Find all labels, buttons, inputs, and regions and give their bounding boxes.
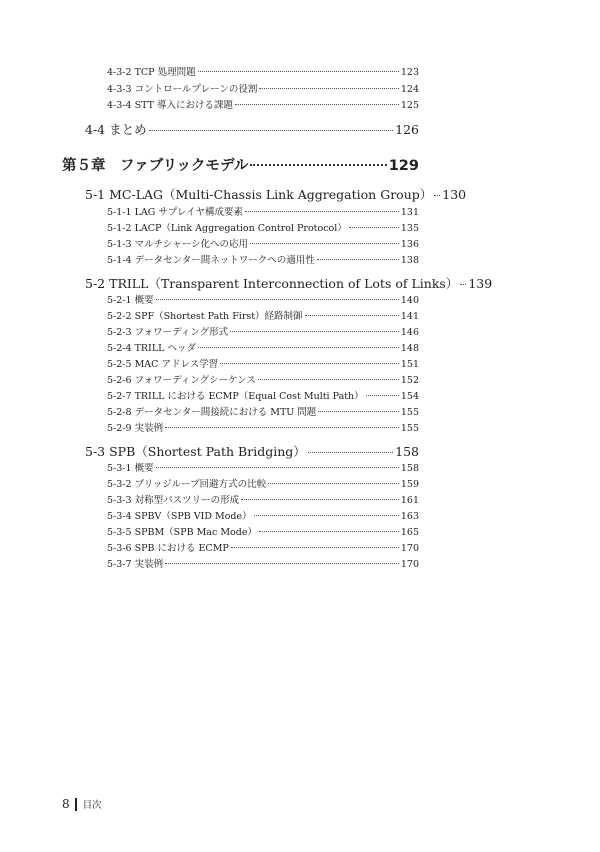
toc-section[interactable] bbox=[85, 442, 419, 460]
toc-entry-label: 5-3-7 実装例 bbox=[107, 559, 164, 570]
toc-entry-label: 5-2-6 フォワーディングシーケンス bbox=[107, 375, 256, 386]
dot-leader bbox=[220, 363, 399, 364]
toc-entry-label: 5-2-5 MAC アドレス学習 bbox=[107, 359, 219, 370]
toc-entry-page: 163 bbox=[400, 511, 419, 522]
dot-leader bbox=[245, 211, 399, 212]
dot-leader bbox=[149, 130, 394, 131]
toc-section-page: 158 bbox=[395, 444, 419, 459]
toc-entry-page: 155 bbox=[400, 423, 419, 434]
toc-chapter[interactable] bbox=[62, 154, 419, 175]
toc-entry[interactable] bbox=[107, 220, 419, 234]
toc-section-page: 130 bbox=[442, 187, 467, 202]
toc-entry[interactable] bbox=[107, 476, 419, 490]
toc-entry-page: 140 bbox=[400, 295, 419, 306]
dot-leader bbox=[156, 299, 399, 300]
toc-entry-page: 131 bbox=[400, 207, 419, 218]
dot-leader bbox=[460, 284, 466, 285]
toc-section[interactable] bbox=[85, 185, 467, 203]
dot-leader bbox=[268, 483, 399, 484]
toc-section-label: 4-4 まとめ bbox=[85, 122, 147, 137]
dot-leader bbox=[308, 452, 393, 453]
toc-entry-label: 5-3-1 概要 bbox=[107, 463, 154, 474]
toc-section-label: 5-3 SPB（Shortest Path Bridging） bbox=[85, 444, 306, 459]
toc-entry-page: 158 bbox=[400, 463, 419, 474]
dot-leader bbox=[349, 227, 399, 228]
toc-entry-label: 5-2-7 TRILL における ECMP（Equal Cost Multi Path） bbox=[107, 391, 364, 402]
dot-leader bbox=[156, 467, 399, 468]
toc-entry-label: 5-3-3 対称型パスツリーの形成 bbox=[107, 495, 240, 506]
toc-section-page: 126 bbox=[395, 122, 419, 137]
dot-leader bbox=[258, 379, 399, 380]
toc-entry-page: 161 bbox=[400, 495, 419, 506]
toc-entry[interactable] bbox=[107, 420, 419, 434]
toc-entry-page: 165 bbox=[400, 527, 419, 538]
toc-section[interactable] bbox=[85, 120, 419, 138]
toc-entry-label: 5-2-1 概要 bbox=[107, 295, 154, 306]
dot-leader bbox=[165, 427, 399, 428]
toc-entry[interactable] bbox=[107, 524, 419, 538]
dot-leader bbox=[305, 315, 399, 316]
dot-leader bbox=[250, 164, 386, 166]
dot-leader bbox=[259, 531, 399, 532]
toc-entry-label: 5-1-3 マルチシャーシ化への応用 bbox=[107, 239, 249, 250]
toc-entry-label: 5-1-1 LAG サプレイヤ構成要素 bbox=[107, 207, 243, 218]
toc-entry-label: 5-3-2 ブリッジループ回避方式の比較 bbox=[107, 479, 267, 490]
toc-entry[interactable] bbox=[107, 252, 419, 266]
dot-leader bbox=[250, 243, 399, 244]
toc-chapter-page: 129 bbox=[388, 158, 419, 174]
page-footer bbox=[62, 797, 102, 811]
toc-chapter-label: 第５章 ファブリックモデル bbox=[62, 158, 249, 174]
dot-leader bbox=[235, 104, 399, 105]
toc-entry[interactable] bbox=[107, 81, 419, 95]
page-number: 8 bbox=[62, 797, 70, 811]
toc-entry-label: 5-1-4 データセンター間ネットワークへの適用性 bbox=[107, 255, 315, 266]
toc-entry[interactable] bbox=[107, 308, 419, 322]
dot-leader bbox=[318, 411, 399, 412]
toc-entry-page: 141 bbox=[400, 311, 419, 322]
toc-entry[interactable] bbox=[107, 97, 419, 111]
toc-entry[interactable] bbox=[107, 372, 419, 386]
dot-leader bbox=[198, 71, 399, 72]
toc-entry-page: 135 bbox=[400, 223, 419, 234]
dot-leader bbox=[230, 331, 399, 332]
toc-entry-page: 154 bbox=[400, 391, 419, 402]
toc-entry-page: 152 bbox=[400, 375, 419, 386]
toc-entry-label: 4-3-3 コントロールプレーンの役割 bbox=[107, 84, 258, 95]
toc-entry-page: 155 bbox=[400, 407, 419, 418]
toc-entry[interactable] bbox=[107, 388, 419, 402]
toc-entry-label: 5-3-6 SPB における ECMP bbox=[107, 543, 229, 554]
toc-entry-label: 5-2-2 SPF（Shortest Path First）経路制御 bbox=[107, 311, 303, 322]
dot-leader bbox=[259, 88, 399, 89]
toc-entry[interactable] bbox=[107, 324, 419, 338]
toc-entry-label: 5-1-2 LACP（Link Aggregation Control Protocol） bbox=[107, 223, 347, 234]
toc-entry-page: 151 bbox=[400, 359, 419, 370]
toc-entry[interactable] bbox=[107, 236, 419, 250]
dot-leader bbox=[317, 259, 399, 260]
toc-entry-label: 5-3-5 SPBM（SPB Mac Mode） bbox=[107, 527, 257, 538]
toc-entry[interactable] bbox=[107, 492, 419, 506]
toc-entry[interactable] bbox=[107, 340, 419, 354]
toc-entry-label: 4-3-4 STT 導入における課題 bbox=[107, 100, 233, 111]
dot-leader bbox=[241, 499, 399, 500]
toc-entry[interactable] bbox=[107, 404, 419, 418]
toc-entry[interactable] bbox=[107, 540, 419, 554]
footer-divider bbox=[75, 798, 77, 811]
toc-entry-page: 146 bbox=[400, 327, 419, 338]
toc-section-label: 5-1 MC-LAG（Multi-Chassis Link Aggregation Group） bbox=[85, 187, 433, 202]
toc-entry-page: 170 bbox=[400, 543, 419, 554]
toc-entry[interactable] bbox=[107, 292, 419, 306]
toc-entry-label: 5-2-3 フォワーディング形式 bbox=[107, 327, 229, 338]
toc-entry-label: 4-3-2 TCP 処理問題 bbox=[107, 67, 196, 78]
dot-leader bbox=[434, 195, 440, 196]
toc-entry-page: 170 bbox=[400, 559, 419, 570]
toc-entry-label: 5-2-8 データセンター間接続における MTU 問題 bbox=[107, 407, 317, 418]
toc-section-page: 139 bbox=[468, 276, 493, 291]
toc-entry-page: 148 bbox=[400, 343, 419, 354]
toc-entry[interactable] bbox=[107, 204, 419, 218]
toc-entry-page: 136 bbox=[400, 239, 419, 250]
toc-entry[interactable] bbox=[107, 356, 419, 370]
toc-entry[interactable] bbox=[107, 556, 419, 570]
toc-entry-page: 124 bbox=[400, 84, 419, 95]
toc-entry-page: 125 bbox=[400, 100, 419, 111]
toc-entry-page: 159 bbox=[400, 479, 419, 490]
dot-leader bbox=[165, 563, 399, 564]
dot-leader bbox=[366, 395, 399, 396]
toc-entry[interactable] bbox=[107, 460, 419, 474]
dot-leader bbox=[231, 547, 399, 548]
footer-section-label: 目次 bbox=[82, 800, 102, 811]
toc-entry-page: 123 bbox=[400, 67, 419, 78]
toc-section[interactable] bbox=[85, 274, 493, 292]
dot-leader bbox=[198, 347, 399, 348]
toc-entry[interactable] bbox=[107, 64, 419, 78]
toc-entry-label: 5-2-4 TRILL ヘッダ bbox=[107, 343, 196, 354]
toc-entry-label: 5-2-9 実装例 bbox=[107, 423, 164, 434]
dot-leader bbox=[254, 515, 399, 516]
toc-entry[interactable] bbox=[107, 508, 419, 522]
toc-entry-page: 138 bbox=[400, 255, 419, 266]
toc-entry-label: 5-3-4 SPBV（SPB VID Mode） bbox=[107, 511, 252, 522]
toc-section-label: 5-2 TRILL（Transparent Interconnection of Lots of Links） bbox=[85, 276, 459, 291]
